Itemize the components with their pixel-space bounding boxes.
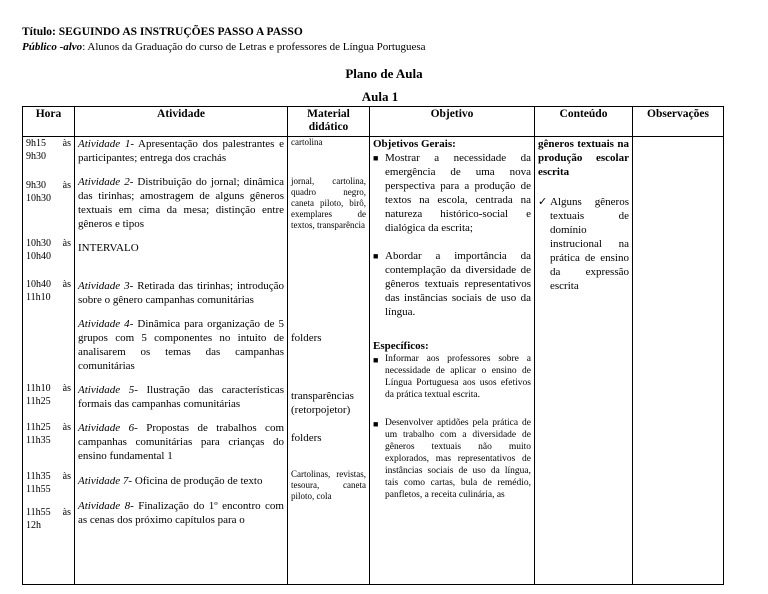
audience-label: Público -alvo: [22, 41, 83, 53]
conteudo-cell: [535, 137, 633, 585]
hora-cell: [23, 137, 75, 585]
time-slot: 10h40 às 11h10: [26, 279, 71, 303]
activity-item: Atividade 8- Finalização do 1º encontro com as cenas dos próximo capítulos para o: [78, 500, 284, 526]
material-item: Cartolinas, revistas, tesoura, caneta piloto, cola: [291, 469, 366, 501]
time-slot: 9h15 às 9h30: [26, 138, 71, 162]
square-bullet-icon: ■: [373, 153, 379, 163]
activity-item: Atividade 2- Distribuição do jornal; dinâmica das tirinhas; amostragem de alguns gêneros textuais em cima da mesa; distinção entre gêneros e tipos: [78, 176, 285, 230]
checkmark-bullet-icon: ✓: [538, 196, 548, 208]
time-slot: 11h10 às 11h25: [26, 383, 71, 407]
activity-item: Atividade 4- Dinâmica para organização de 5 grupos com 5 componentes no intuito de analisarem os temas das campanhas comunitárias: [78, 318, 284, 372]
target-audience: [22, 41, 426, 53]
lesson-plan-table: [22, 106, 724, 585]
activity-item: Atividade 6- Propostas de trabalhos com campanhas comunitárias para crianças do ensino fundamental 1: [78, 422, 284, 462]
observacoes-cell: [633, 137, 724, 585]
objective-item: ■ Informar aos professores sobre a necessidade de aplicar o ensino de Língua Portuguesa aos usos efetivos da prática textual escrita.: [373, 354, 531, 400]
material-item: transparências (retorpojetor): [291, 390, 354, 416]
square-bullet-icon: ■: [373, 355, 379, 365]
square-bullet-icon: ■: [373, 419, 379, 429]
plan-title: Plano de Aula: [345, 66, 423, 81]
objective-item: ■ Mostrar a necessidade da emergência de uma nova perspectiva para a produção de textos na escola, centrada na natureza histórico-social e dialógica da escrita;: [373, 152, 531, 234]
col-header-objetivo: Objetivo: [370, 107, 535, 137]
square-bullet-icon: ■: [373, 251, 379, 261]
col-header-hora: Hora: [23, 107, 75, 137]
time-slot: 11h35 às 11h55: [26, 471, 71, 495]
time-slot: 11h55 às 12h: [26, 507, 71, 531]
activity-item: Atividade 7- Oficina de produção de texto: [78, 475, 263, 487]
time-slot: 9h30 às 10h30: [26, 180, 71, 204]
col-header-conteudo: Conteúdo: [535, 107, 633, 137]
content-heading: gêneros textuais na produção escolar escrita: [538, 138, 629, 178]
activity-item: Atividade 3- Retirada das tirinhas; introdução sobre o gênero campanhas comunitárias: [78, 280, 284, 306]
general-objectives-label: Objetivos Gerais:: [373, 138, 456, 150]
col-header-material: Material didático: [288, 107, 370, 137]
time-slot: 10h30 às 10h40: [26, 238, 71, 262]
material-item: jornal, cartolina, quadro negro, caneta piloto, birô, exemplares de textos, transparência: [291, 176, 366, 230]
activity-item: INTERVALO: [78, 242, 139, 254]
objetivo-cell: [370, 137, 535, 585]
document-title: Título: SEGUINDO AS INSTRUÇÕES PASSO A PASSO: [22, 26, 303, 38]
activity-item: Atividade 1- Apresentação dos palestrantes e participantes; entrega dos crachás: [78, 138, 285, 164]
col-header-observacoes: Observações: [633, 107, 724, 137]
lesson-title: Aula 1: [361, 89, 399, 104]
material-item: cartolina: [291, 137, 323, 147]
specific-objectives-label: Específicos:: [373, 340, 429, 352]
objective-item: ■ Abordar a importância da contemplação da diversidade de gêneros textuais representativos das instâncias sociais de uso da língua.: [373, 250, 531, 318]
material-item: folders: [291, 332, 322, 344]
col-header-atividade: Atividade: [75, 107, 288, 137]
content-item: ✓ Alguns gêneros textuais de domínio instrucional na prática de ensino da expressão escrita: [538, 196, 629, 292]
time-slot: 11h25 às 11h35: [26, 422, 71, 446]
table-body-row: [23, 137, 724, 585]
activity-item: Atividade 5- Ilustração das características formais das campanhas comunitárias: [78, 384, 285, 410]
audience-text: : Alunos da Graduação do curso de Letras e professores de Língua Portuguesa: [82, 41, 426, 53]
material-item: folders: [291, 432, 322, 444]
table-header-row: [23, 107, 724, 137]
atividade-cell: [75, 137, 288, 585]
material-cell: [288, 137, 370, 585]
objective-item: ■ Desenvolver aptidões pela prática de um trabalho com a diversidade de gêneros textuais não muito explorados, mas representativos de instâncias sociais de uso da língua, tais como cartas, bula de remédio, panfletos, a receita culinária, as: [373, 418, 531, 500]
